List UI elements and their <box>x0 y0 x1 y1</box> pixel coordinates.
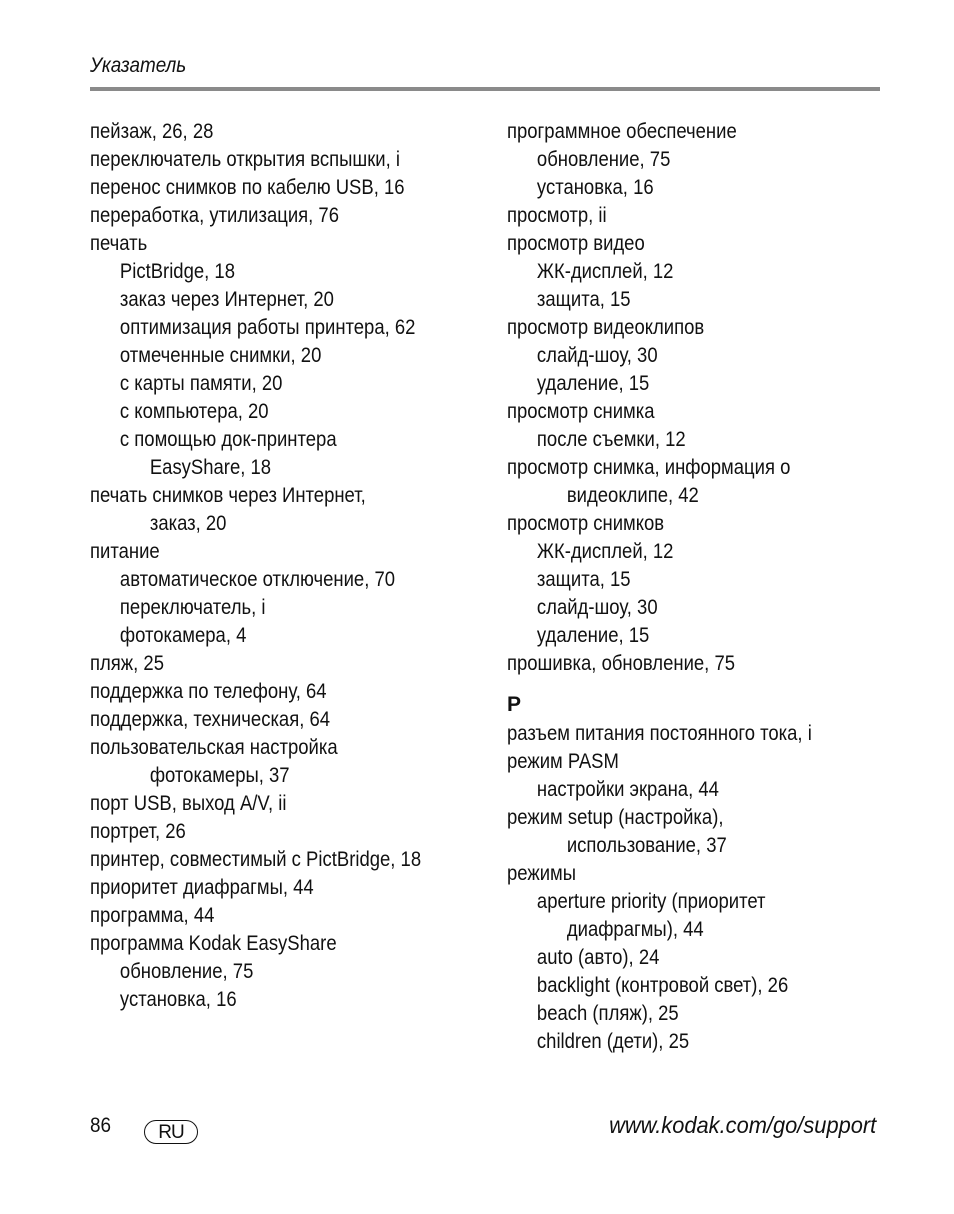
index-column-left <box>90 118 490 1014</box>
index-entry: принтер, совместимый с PictBridge, 18 <box>90 848 422 871</box>
section-letter-r: Р <box>507 693 522 716</box>
index-entry: переработка, утилизация, 76 <box>90 204 339 227</box>
page-header-title: Указатель <box>90 54 187 77</box>
index-subentry: фотокамеры, 37 <box>149 764 290 787</box>
index-subentry: с компьютера, 20 <box>119 400 269 423</box>
index-subentry: заказ через Интернет, 20 <box>119 288 334 311</box>
index-subentry: PictBridge, 18 <box>119 260 235 283</box>
index-entry: питание <box>90 540 160 563</box>
index-entry: прошивка, обновление, 75 <box>507 652 736 675</box>
index-subentry: установка, 16 <box>119 988 237 1011</box>
index-subentry: EasyShare, 18 <box>149 456 272 479</box>
index-entry: просмотр снимка <box>507 400 655 423</box>
index-subentry: слайд-шоу, 30 <box>536 344 658 367</box>
index-subentry: видеоклипе, 42 <box>566 484 699 507</box>
index-subentry: с карты памяти, 20 <box>119 372 283 395</box>
index-entry: поддержка по телефону, 64 <box>90 680 327 703</box>
index-list-right-bottom <box>507 720 927 1056</box>
index-entry: пейзаж, 26, 28 <box>90 120 214 143</box>
index-subentry: заказ, 20 <box>149 512 227 535</box>
index-entry: просмотр снимка, информация о <box>507 456 791 479</box>
index-list-right-top <box>507 118 927 678</box>
index-subentry: backlight (контровой свет), 26 <box>536 974 789 997</box>
index-subentry: удаление, 15 <box>536 624 650 647</box>
index-entry: переключатель открытия вспышки, i <box>90 148 400 171</box>
index-subentry: слайд-шоу, 30 <box>536 596 658 619</box>
index-entry: просмотр видеоклипов <box>507 316 705 339</box>
index-entry: режимы <box>507 862 577 885</box>
page-number: 86 <box>90 1114 112 1137</box>
index-entry: просмотр, ii <box>507 204 607 227</box>
index-subentry: фотокамера, 4 <box>119 624 247 647</box>
index-entry: программа Kodak EasyShare <box>90 932 337 955</box>
index-subentry: children (дети), 25 <box>536 1030 690 1053</box>
index-subentry: установка, 16 <box>536 176 654 199</box>
index-subentry: удаление, 15 <box>536 372 650 395</box>
index-entry: печать снимков через Интернет, <box>90 484 366 507</box>
index-subentry: автоматическое отключение, 70 <box>119 568 396 591</box>
index-subentry: защита, 15 <box>536 288 631 311</box>
index-entry: приоритет диафрагмы, 44 <box>90 876 314 899</box>
index-subentry: отмеченные снимки, 20 <box>119 344 322 367</box>
index-list-left <box>90 118 490 1014</box>
index-entry: режим setup (настройка), <box>507 806 724 829</box>
index-subentry: диафрагмы), 44 <box>566 918 704 941</box>
index-entry: пляж, 25 <box>90 652 164 675</box>
index-subentry: обновление, 75 <box>119 960 254 983</box>
support-url: www.kodak.com/go/support <box>608 1112 876 1138</box>
header-divider <box>90 87 880 91</box>
index-subentry: после съемки, 12 <box>536 428 686 451</box>
index-entry: разъем питания постоянного тока, i <box>507 722 812 745</box>
index-subentry: ЖК-дисплей, 12 <box>536 260 674 283</box>
index-subentry: оптимизация работы принтера, 62 <box>119 316 416 339</box>
language-badge-label: RU <box>158 1121 184 1143</box>
index-subentry: auto (авто), 24 <box>536 946 660 969</box>
index-entry: перенос снимков по кабелю USB, 16 <box>90 176 405 199</box>
index-subentry: настройки экрана, 44 <box>536 778 719 801</box>
index-subentry: переключатель, i <box>119 596 266 619</box>
index-entry: портрет, 26 <box>90 820 186 843</box>
index-subentry: ЖК-дисплей, 12 <box>536 540 674 563</box>
index-entry: пользовательская настройка <box>90 736 338 759</box>
index-entry: программное обеспечение <box>507 120 737 143</box>
index-entry: печать <box>90 232 148 255</box>
index-entry: программа, 44 <box>90 904 215 927</box>
index-entry: просмотр видео <box>507 232 645 255</box>
index-entry: поддержка, техническая, 64 <box>90 708 331 731</box>
index-entry: просмотр снимков <box>507 512 665 535</box>
index-subentry: aperture priority (приоритет <box>536 890 766 913</box>
index-entry: порт USB, выход A/V, ii <box>90 792 287 815</box>
index-entry: режим PASM <box>507 750 619 773</box>
index-column-right <box>507 118 927 1056</box>
index-subentry: с помощью док-принтера <box>119 428 337 451</box>
index-subentry: обновление, 75 <box>536 148 671 171</box>
index-subentry: beach (пляж), 25 <box>536 1002 679 1025</box>
language-badge <box>144 1120 198 1144</box>
index-subentry: защита, 15 <box>536 568 631 591</box>
index-subentry: использование, 37 <box>566 834 727 857</box>
